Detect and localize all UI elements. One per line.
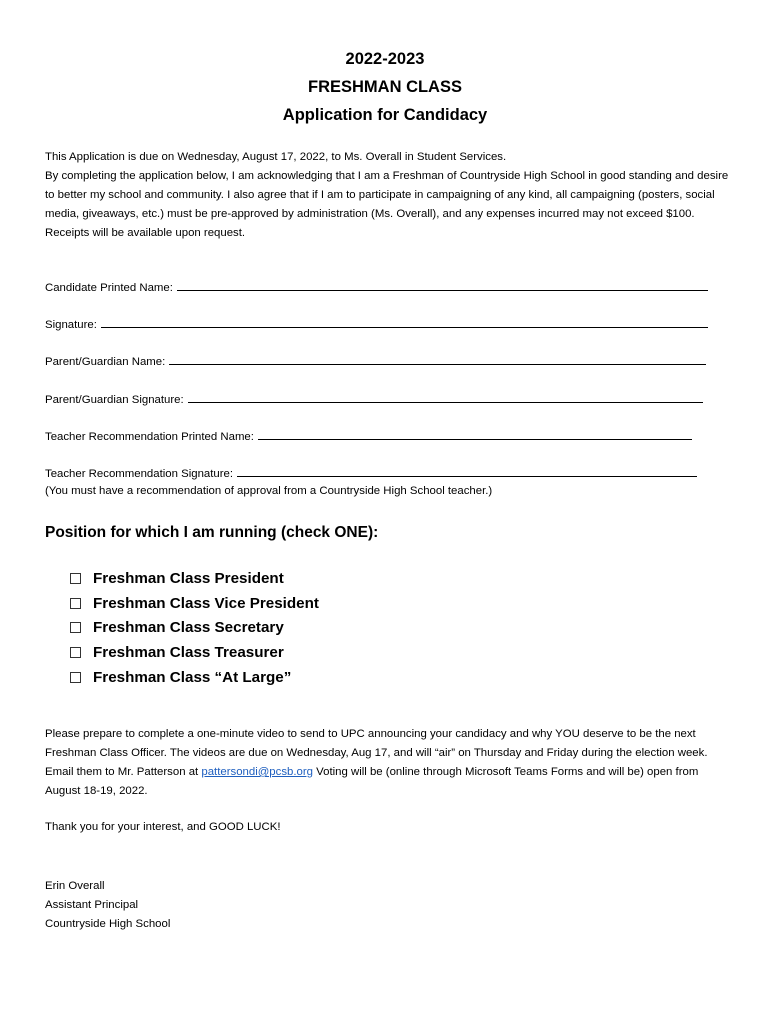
teacher-name-field[interactable] <box>45 429 745 443</box>
email-link[interactable]: pattersondi@pcsb.org <box>201 766 313 778</box>
parent-name-line[interactable] <box>169 354 706 365</box>
candidate-name-line[interactable] <box>177 280 708 291</box>
position-options <box>70 566 319 689</box>
checkbox-secretary[interactable] <box>70 622 81 633</box>
due-date-text: This Application is due on Wednesday, August 17, 2022, to Ms. Overall in Student Services. <box>45 151 507 163</box>
option-at-large-label: Freshman Class “At Large” <box>93 668 292 686</box>
checkbox-president[interactable] <box>70 573 81 584</box>
teacher-name-label: Teacher Recommendation Printed Name: <box>45 431 254 443</box>
checkbox-vice-president[interactable] <box>70 598 81 609</box>
teacher-signature-field[interactable] <box>45 466 745 480</box>
option-secretary-label: Freshman Class Secretary <box>93 619 284 637</box>
option-at-large[interactable] <box>70 665 319 690</box>
teacher-signature-line[interactable] <box>237 466 697 477</box>
signature-line[interactable] <box>101 317 708 328</box>
candidate-name-label: Candidate Printed Name: <box>45 282 173 294</box>
video-text-before: Please prepare to complete a one-minute video to send to UPC announcing your candidacy and why YOU deserve to be the next Freshman Class Officer. The videos are due on Wednesday, Aug 17, and will “air” on Thursday and Friday during the election week. Email them to Mr. Patterson at <box>45 728 708 778</box>
positions-heading: Position for which I am running (check ONE): <box>45 524 379 541</box>
teacher-signature-label: Teacher Recommendation Signature: <box>45 468 234 480</box>
signer-school: Countryside High School <box>45 918 171 930</box>
class-heading: FRESHMAN CLASS <box>307 78 462 96</box>
video-instructions <box>45 725 735 801</box>
intro-section <box>45 148 735 243</box>
acknowledgement-text: By completing the application below, I am acknowledging that I am a Freshman of Countryside High School in good standing and desire to better my school and community. I also agree that if I am to participate in campaigning of any kind, all campaigning (posters, social media, giveaways, etc.) must be pre-approved by administration (Ms. Overall), and any expenses incurred may not exceed $100. Receipts will be available upon request. <box>45 170 729 239</box>
option-treasurer-label: Freshman Class Treasurer <box>93 643 284 661</box>
school-year: 2022-2023 <box>345 50 425 68</box>
signer-name: Erin Overall <box>45 880 105 892</box>
page-title: Application for Candidacy <box>282 106 488 124</box>
signature-field[interactable] <box>45 317 745 331</box>
option-secretary[interactable] <box>70 615 319 640</box>
teacher-note: (You must have a recommendation of approval from a Countryside High School teacher.) <box>45 485 493 497</box>
option-vice-president[interactable] <box>70 591 319 616</box>
option-treasurer[interactable] <box>70 640 319 665</box>
parent-signature-label: Parent/Guardian Signature: <box>45 394 184 406</box>
parent-signature-line[interactable] <box>188 392 703 403</box>
teacher-name-line[interactable] <box>258 429 692 440</box>
signature-label: Signature: <box>45 319 97 331</box>
signer-role: Assistant Principal <box>45 899 139 911</box>
checkbox-treasurer[interactable] <box>70 647 81 658</box>
checkbox-at-large[interactable] <box>70 672 81 683</box>
candidate-name-field[interactable] <box>45 280 745 294</box>
option-president-label: Freshman Class President <box>93 569 284 587</box>
parent-signature-field[interactable] <box>45 392 745 406</box>
parent-name-field[interactable] <box>45 354 745 368</box>
option-president[interactable] <box>70 566 319 591</box>
parent-name-label: Parent/Guardian Name: <box>45 356 166 368</box>
thanks-text: Thank you for your interest, and GOOD LUCK! <box>45 821 281 833</box>
signature-block <box>45 877 170 934</box>
video-text-after: Voting will be (online through Microsoft Teams Forms and will be) open from August 18-19, 2022. <box>45 766 699 797</box>
option-vice-president-label: Freshman Class Vice President <box>93 594 319 612</box>
